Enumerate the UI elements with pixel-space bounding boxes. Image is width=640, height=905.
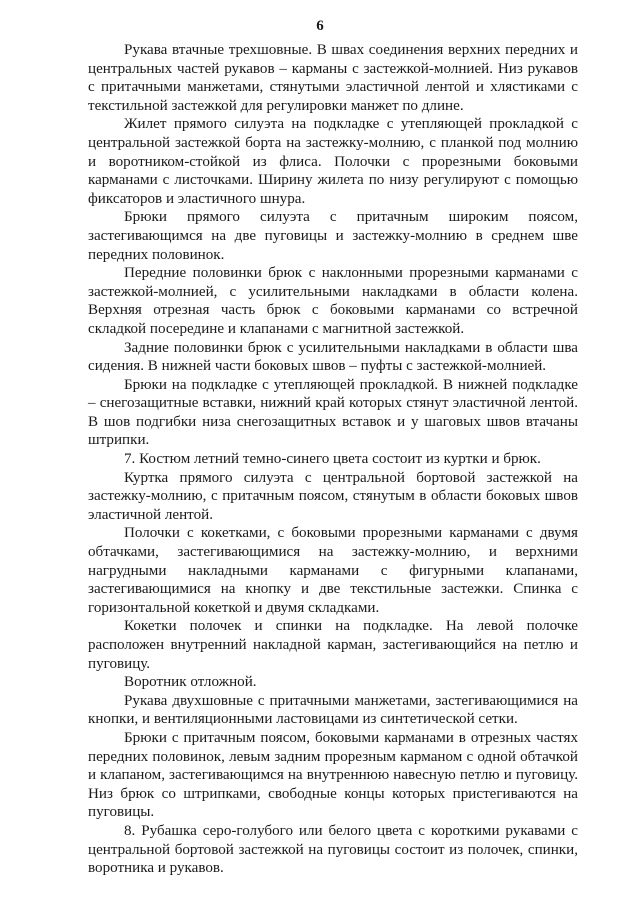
paragraph-shirt: 8. Рубашка серо-голубого или белого цвета с короткими рукавами с центральной бортовой застежкой на пуговицы состоит из полочек, спинки, воротника и рукавов. bbox=[88, 822, 578, 877]
paragraph-collar: Воротник отложной. bbox=[124, 674, 257, 691]
paragraph-jacket-fronts: Полочки с кокетками, с боковыми прорезными карманами с двумя обтачками, застегивающимися на застежку-молнию, и верхними нагрудными накладными карманами с фигурными клапанами, застегивающимися на кнопку и две текстильные застежки. Спинка с горизонтальной кокеткой и двумя складками. bbox=[88, 525, 578, 616]
paragraph-front-halves: Передние половинки брюк с наклонными прорезными карманами с застежкой-молнией, с усилительными накладками в области колена. Верхняя отрезная часть брюк с боковыми карманами со встречной складкой посередине и клапанами с магнитной застежкой. bbox=[88, 265, 578, 337]
document-body bbox=[88, 41, 578, 878]
paragraph-summer-suit: 7. Костюм летний темно-синего цвета состоит из куртки и брюк. bbox=[124, 451, 541, 468]
page-number: 6 bbox=[316, 18, 324, 34]
paragraph-yokes: Кокетки полочек и спинки на подкладке. На левой полочке расположен внутренний накладной карман, застегивающийся на петлю и пуговицу. bbox=[88, 618, 578, 672]
paragraph-trousers: Брюки прямого силуэта с притачным широким поясом, застегивающимся на две пуговицы и застежку-молнию в среднем шве передних половинок. bbox=[88, 209, 578, 263]
paragraph-back-halves: Задние половинки брюк с усилительными накладками в области шва сидения. В нижней части боковых швов – пуфты с застежкой-молнией. bbox=[88, 339, 578, 375]
paragraph-summer-trousers: Брюки с притачным поясом, боковыми карманами в отрезных частях передних половинок, левым задним прорезным карманом с одной обтачкой и клапаном, застегивающимся на внутреннюю навесную петлю и пуговицу. Низ брюк со штрипками, свободные концы которых пристегиваются на пуговицы. bbox=[88, 729, 578, 821]
paragraph-summer-sleeves: Рукава двухшовные с притачными манжетами, застегивающимися на кнопки, и вентиляционными ластовицами из синтетической сетки. bbox=[88, 692, 578, 728]
paragraph-sleeves: Рукава втачные трехшовные. В швах соединения верхних передних и центральных частей рукавов – карманы с застежкой-молнией. Низ рукавов с притачными манжетами, стянутыми эластичной лентой и хлястиками с текстильной застежкой для регулировки манжет по длине. bbox=[88, 42, 578, 114]
paragraph-trousers-lining: Брюки на подкладке с утепляющей прокладкой. В нижней подкладке – снегозащитные вставки, нижний край которых стянут эластичной лентой. В шов подгибки низа снегозащитных вставок и у шаговых швов втачаны штрипки. bbox=[88, 376, 578, 449]
paragraph-vest: Жилет прямого силуэта на подкладке с утепляющей прокладкой с центральной застежкой борта на застежку-молнию, с планкой под молнию и воротником-стойкой из флиса. Полочки с прорезными боковыми карманами с листочками. Ширину жилета по низу регулируют с помощью фиксаторов и эластичного шнура. bbox=[88, 116, 578, 207]
paragraph-jacket: Куртка прямого силуэта с центральной бортовой застежкой на застежку-молнию, с притачным поясом, стянутым в области боковых швов эластичной лентой. bbox=[88, 469, 578, 523]
